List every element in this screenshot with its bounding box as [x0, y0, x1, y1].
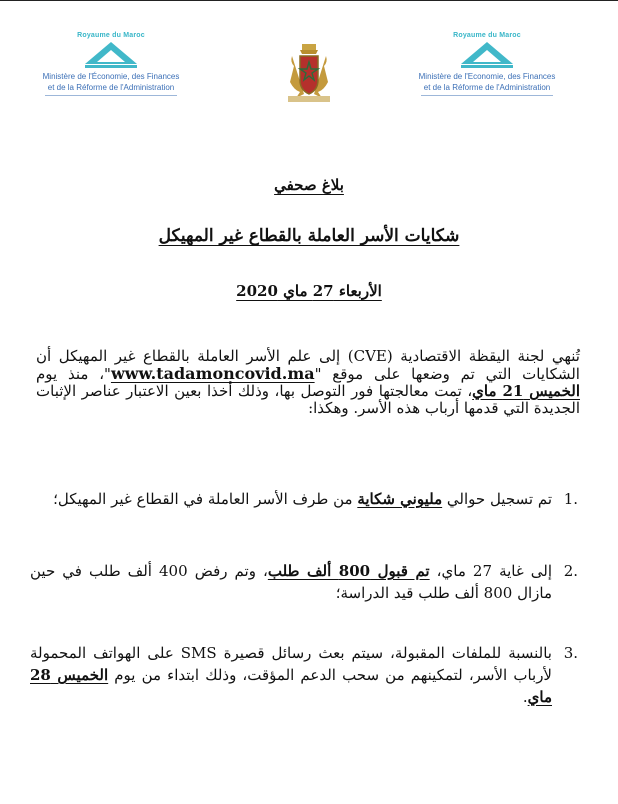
list-item: 3. بالنسبة للملفات المقبولة، سيتم بعث رسائل قصيرة SMS على الهواتف المحمولة لأرباب الأسر، لتمكينهم من سحب الدعم المؤقت، وذلك ابتداء من يوم الخميس 28 ماي. [30, 644, 578, 706]
top-border-line [0, 0, 618, 1]
kingdom-label: Royaume du Maroc [453, 32, 521, 39]
ministry-emblem-icon [83, 40, 139, 70]
list-number: 3. [563, 644, 578, 662]
ministry-name-line2: et de la Réforme de l'Administration [423, 83, 551, 92]
ministry-logo-left [36, 32, 186, 96]
ministry-name-line1: Ministère de l'Economie, des Finances [418, 72, 556, 81]
ministry-name-line2: et de la Réforme de l'Administration [47, 83, 175, 92]
ministry-name-line1: Ministère de l'Économie, des Finances [42, 72, 180, 81]
ministry-emblem-icon [459, 40, 515, 70]
list-item: 2. إلى غاية 27 ماي، تم قبول 800 ألف طلب، وتم رفض 400 ألف طلب في حين مازال 800 ألف طلب قيد الدراسة؛ [30, 562, 578, 602]
logo-underline [45, 95, 177, 96]
list-number: 2. [563, 562, 578, 580]
kingdom-label: Royaume du Maroc [77, 32, 145, 39]
list-item: 1. تم تسجيل حوالي مليوني شكاية من طرف الأسر العاملة في القطاع غير المهيكل؛ [53, 490, 578, 508]
intro-paragraph: تُنهي لجنة اليقظة الاقتصادية (CVE) إلى علم الأسر العاملة بالقطاع غير المهيكل أن الشكايات التي تم وضعها على موقع "www.tadamoncovid.ma"، منذ يوم الخميس 21 ماي، تمت معالجتها فور التوصل بها، وذلك أخذا بعين الاعتبار عناصر الإثبات الجديدة التي قدمها أرباب هذه الأسر. وهكذا: [36, 347, 580, 417]
press-release-subtitle: شكايات الأسر العاملة بالقطاع غير المهيكل [158, 226, 460, 246]
website-link[interactable]: www.tadamoncovid.ma [110, 364, 315, 383]
logo-underline [421, 95, 553, 96]
press-release-date: الأربعاء 27 ماي 2020 [236, 282, 382, 300]
ministry-logo-right [412, 32, 562, 96]
press-release-title: بلاغ صحفي [274, 176, 344, 194]
list-number: 1. [563, 490, 578, 508]
moroccan-coat-of-arms-icon [274, 42, 344, 104]
